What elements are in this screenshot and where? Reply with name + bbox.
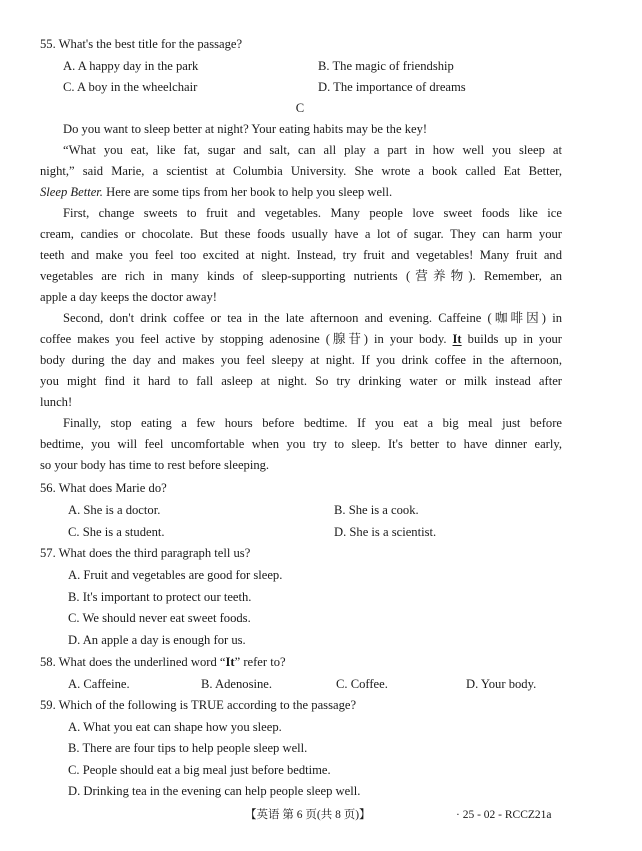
q55-option-d: D. The importance of dreams xyxy=(318,80,466,94)
q58-stem xyxy=(40,654,286,670)
passage-p3-line-1: First, change sweets to fruit and vegetables. Many people love sweet foods like ice xyxy=(63,206,562,220)
q58-stem-word: It xyxy=(225,655,235,669)
passage-p4-line-1: Second, don't drink coffee or tea in the late afternoon and evening. Caffeine (咖啡因) in xyxy=(63,311,562,325)
section-letter: C xyxy=(295,101,305,115)
q57-option-c: C. We should never eat sweet foods. xyxy=(68,611,251,625)
passage-p5-line-2: bedtime, you will feel uncomfortable when you try to sleep. It's better to have dinner early, xyxy=(40,437,562,451)
underlined-word-it: It xyxy=(452,332,462,346)
passage-p4-line-3: body during the day and makes you feel sleepy at night. If you drink coffee in the afternoon, xyxy=(40,353,562,367)
q58-stem-b: ” refer to? xyxy=(234,655,286,669)
q56-option-b: B. She is a cook. xyxy=(334,503,419,517)
passage-p4-line-2-a: coffee makes you feel active by stopping adenosine (腺苷) in your body. xyxy=(40,332,453,346)
passage-p4-line-2-b: builds up in your xyxy=(461,332,562,346)
q59-option-c: C. People should eat a big meal just before bedtime. xyxy=(68,763,331,777)
footer-page-label: 【英语 第 6 页(共 8 页)】 xyxy=(245,809,371,821)
q55-option-b: B. The magic of friendship xyxy=(318,59,454,73)
q57-option-b: B. It's important to protect our teeth. xyxy=(68,590,252,604)
q55-option-a: A. A happy day in the park xyxy=(63,59,199,73)
passage-p4-line-4: you might find it hard to fall asleep at night. So try drinking water or milk instead after xyxy=(40,374,562,388)
passage-p3-line-4: vegetables are rich in many kinds of sleep-supporting nutrients (营养物). Remember, an xyxy=(40,269,562,283)
passage-p2-line-3-text: Here are some tips from her book to help you sleep well. xyxy=(102,185,393,199)
passage-p4-line-5: lunch! xyxy=(40,395,73,409)
passage-p4-line-2 xyxy=(40,331,562,347)
q59-option-b: B. There are four tips to help people sleep well. xyxy=(68,741,308,755)
q56-option-a: A. She is a doctor. xyxy=(68,503,161,517)
passage-p3-line-2: cream, candies or chocolate. But these foods usually have a lot of sugar. They can harm your xyxy=(40,227,562,241)
passage-p3-line-5: apple a day keeps the doctor away! xyxy=(40,290,217,304)
passage-p5-line-1: Finally, stop eating a few hours before bedtime. If you eat a big meal just before xyxy=(63,416,562,430)
q57-option-a: A. Fruit and vegetables are good for sleep. xyxy=(68,568,283,582)
q56-option-c: C. She is a student. xyxy=(68,525,165,539)
q59-option-d: D. Drinking tea in the evening can help people sleep well. xyxy=(68,784,361,798)
q56-option-d: D. She is a scientist. xyxy=(334,525,437,539)
passage-p2-line-3 xyxy=(40,184,392,200)
q57-stem: 57. What does the third paragraph tell us? xyxy=(40,546,251,560)
passage-p5-line-3: so your body has time to rest before sleeping. xyxy=(40,458,270,472)
q59-option-a: A. What you eat can shape how you sleep. xyxy=(68,720,282,734)
passage-p2-line-1: “What you eat, like fat, sugar and salt, can all play a part in how well you sleep at xyxy=(63,143,562,157)
book-title: Sleep Better. xyxy=(40,185,103,199)
passage-p3-line-3: teeth and make you feel too excited at night. Instead, try fruit and vegetables! Many fruit and xyxy=(40,248,562,262)
passage-paragraph-1: Do you want to sleep better at night? Your eating habits may be the key! xyxy=(63,122,428,136)
q55-stem: 55. What's the best title for the passage? xyxy=(40,37,243,51)
footer-code: · 25 - 02 - RCCZ21a xyxy=(456,809,552,821)
q58-option-b: B. Adenosine. xyxy=(201,677,273,691)
q57-option-d: D. An apple a day is enough for us. xyxy=(68,633,246,647)
q58-option-d: D. Your body. xyxy=(466,677,537,691)
passage-p2-line-2: night,” said Marie, a scientist at Columbia University. She wrote a book called Eat Better, xyxy=(40,164,562,178)
q56-stem: 56. What does Marie do? xyxy=(40,481,167,495)
q58-option-c: C. Coffee. xyxy=(336,677,388,691)
q59-stem: 59. Which of the following is TRUE according to the passage? xyxy=(40,698,357,712)
q58-option-a: A. Caffeine. xyxy=(68,677,130,691)
q55-option-c: C. A boy in the wheelchair xyxy=(63,80,198,94)
q58-stem-a: 58. What does the underlined word “ xyxy=(40,655,226,669)
